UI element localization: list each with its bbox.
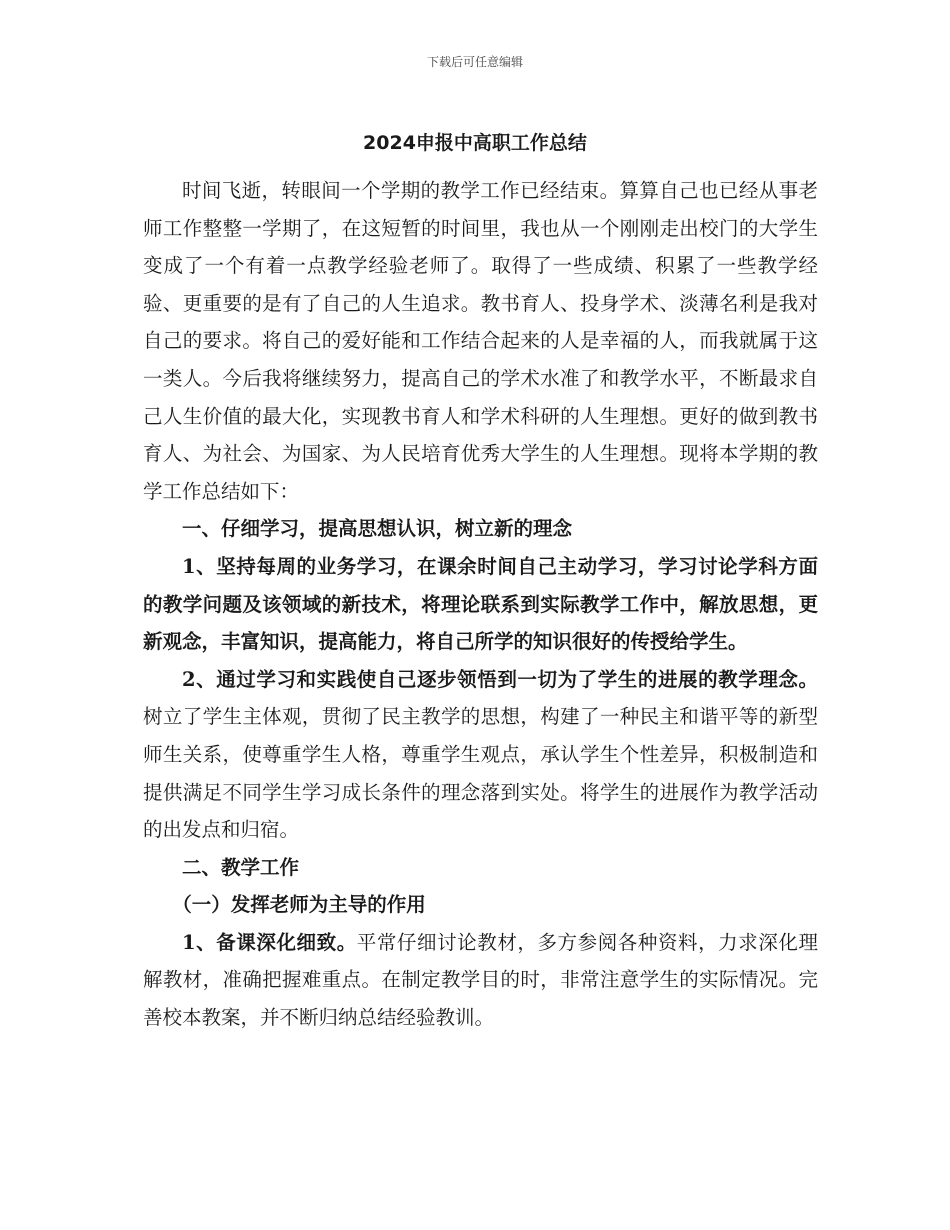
- subsection-1-heading: （一）发挥老师为主导的作用: [172, 893, 426, 917]
- section-1-heading: 一、仔细学习，提高思想认识，树立新的理念: [182, 517, 573, 541]
- intro-paragraph: 时间飞逝，转眼间一个学期的教学工作已经结束。算算自己也已经从事老师工作整整一学期了，在这短暂的时间里，我也从一个刚刚走出校门的大学生变成了一个有着一点教学经验老师了。取得了一些成绩、积累了一些教学经验、更重要的是有了自己的人生追求。教书育人、投身学术、淡薄名利是我对自己的要求。将自己的爱好能和工作结合起来的人是幸福的人，而我就属于这一类人。今后我将继续努力，提高自己的学术水准了和教学水平，不断最求自己人生价值的最大化，实现教书育人和学术科研的人生理想。更好的做到教书育人、为社会、为国家、为人民培育优秀大学生的人生理想。现将本学期的教学工作总结如下：: [143, 179, 818, 503]
- section-2-heading: 二、教学工作: [182, 855, 300, 879]
- item-2-paragraph: [143, 661, 818, 849]
- item-1-paragraph: 1、坚持每周的业务学习，在课余时间自己主动学习，学习讨论学科方面的教学问题及该领域的新技术，将理论联系到实际教学工作中，解放思想，更新观念，丰富知识，提高能力，将自己所学的知识很好的传授给学生。: [143, 554, 818, 654]
- item-2-lead: 2、通过学习和实践使自己逐步领悟到一切为了学生的进展的教学理念。: [182, 667, 818, 691]
- item-3-text: 平常仔细讨论教材，多方参阅各种资料，力求深化理解教材，准确把握难重点。在制定教学目的时，非常注意学生的实际情况。完善校本教案，并不断归纳总结经验教训。: [143, 930, 818, 1030]
- item-2-text: 树立了学生主体观，贯彻了民主教学的思想，构建了一种民主和谐平等的新型师生关系，使尊重学生人格，尊重学生观点，承认学生个性差异，积极制造和提供满足不同学生学习成长条件的理念落到实处。将学生的进展作为教学活动的出发点和归宿。: [143, 705, 818, 842]
- document-title: 2024申报中高职工作总结: [363, 132, 587, 154]
- item-3-lead: 1、备课深化细致。: [182, 930, 357, 954]
- page-header: 下载后可任意编辑: [426, 55, 523, 69]
- item-3-paragraph: [143, 924, 818, 1037]
- document-body: [143, 172, 818, 1037]
